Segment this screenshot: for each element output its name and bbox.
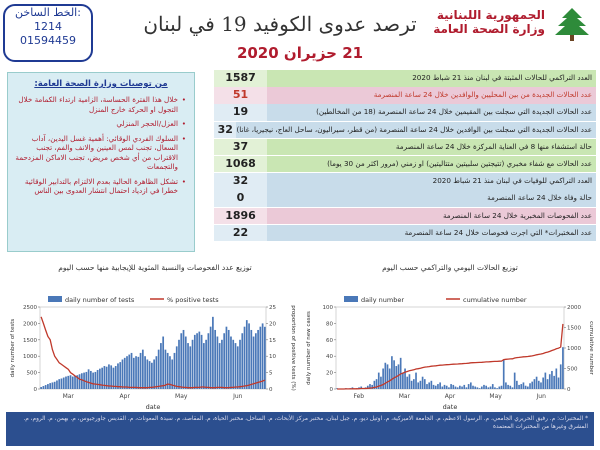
- y-tick-label: 80: [326, 321, 333, 328]
- bar: [488, 387, 490, 389]
- hotline-box: [3, 4, 93, 62]
- bar: [212, 317, 214, 389]
- stat-row: [214, 139, 596, 156]
- bar: [162, 337, 164, 389]
- stat-row: [214, 70, 596, 87]
- stat-row: [214, 190, 596, 207]
- bar: [496, 388, 498, 389]
- x-month-label: May: [489, 393, 502, 400]
- bar: [527, 387, 529, 389]
- bar: [117, 363, 119, 389]
- bar: [208, 333, 210, 389]
- y-right-tick-label: 20: [269, 321, 276, 328]
- stat-row: [214, 208, 596, 225]
- bar: [540, 382, 542, 389]
- advice-item: • السلوك الفردي الوقائي: أهمية غسل اليدين، آداب السعال، تجنب لمس العينين والانف والفم، تجنب الاقتراب من أي شخص مريض، تجنب الاماكن المزدحمة والتجمعات: [14, 134, 178, 172]
- stat-value: 51: [214, 87, 267, 104]
- y-right-axis-label: cumulative number: [588, 321, 594, 375]
- bar: [509, 386, 511, 389]
- bar: [144, 356, 146, 389]
- bar: [529, 383, 531, 389]
- bar: [183, 330, 185, 389]
- x-month-label: Jun: [233, 393, 243, 400]
- bar: [205, 340, 207, 389]
- bar: [503, 359, 505, 389]
- bar: [562, 347, 564, 389]
- bar: [437, 384, 439, 389]
- bar: [455, 387, 457, 389]
- bar: [248, 323, 250, 389]
- bar: [409, 374, 411, 389]
- bar: [428, 382, 430, 389]
- hotline-number-2[interactable]: 01594459: [20, 34, 76, 47]
- bar: [210, 327, 212, 389]
- bar: [439, 382, 441, 389]
- stat-row: [214, 104, 596, 121]
- bar: [424, 379, 426, 389]
- advice-item: • خلال هذا الفترة الحساسة، الزامية ارتداء الكمامة خلال التجول او الحركة خارج المنزل: [14, 95, 178, 114]
- bar: [472, 386, 474, 389]
- y-right-tick-label: 0: [567, 387, 571, 393]
- bar: [250, 330, 252, 389]
- y-tick-label: 20: [326, 370, 333, 377]
- hotline-number-1[interactable]: 1214: [34, 20, 62, 33]
- bar: [431, 381, 433, 389]
- plot-area: [40, 307, 266, 389]
- bar: [512, 387, 514, 389]
- bar: [126, 356, 128, 389]
- bar: [151, 363, 153, 389]
- stat-value: 32: [214, 122, 236, 139]
- bar: [441, 387, 443, 389]
- bar: [474, 387, 476, 389]
- bar: [133, 358, 135, 389]
- bar: [547, 379, 549, 389]
- bar: [393, 360, 395, 389]
- hotline-label: الخط الساخن:: [15, 6, 81, 19]
- bar: [382, 369, 384, 390]
- bar: [124, 358, 126, 389]
- bar: [237, 346, 239, 389]
- stat-value: 22: [214, 225, 267, 242]
- bar: [406, 377, 408, 389]
- bar: [553, 376, 555, 389]
- bar: [194, 335, 196, 389]
- bar: [534, 379, 536, 389]
- bar: [137, 357, 139, 389]
- bar: [90, 371, 92, 389]
- bar: [450, 384, 452, 389]
- bar: [88, 369, 90, 389]
- bar: [523, 382, 525, 389]
- bar: [387, 364, 389, 389]
- y-axis-label: daily number of tests: [10, 318, 16, 378]
- bar: [67, 376, 69, 389]
- bar: [257, 330, 259, 389]
- y-right-tick-label: 1000: [567, 346, 581, 352]
- bar: [187, 343, 189, 389]
- bar: [47, 384, 49, 389]
- bar: [189, 346, 191, 389]
- x-month-label: Mar: [62, 393, 74, 400]
- bar: [158, 350, 160, 389]
- advice-item: • العزل/الحجر المنزلي: [14, 119, 178, 129]
- stat-row: [214, 173, 596, 190]
- bar: [420, 381, 422, 389]
- y-right-axis-label: proportion of positive tests (%): [290, 305, 296, 391]
- bar: [52, 382, 54, 389]
- bar: [380, 377, 382, 389]
- bar: [196, 333, 198, 389]
- bar: [56, 380, 58, 389]
- bar: [461, 387, 463, 389]
- tests-chart-title: توزيع عدد الفحوصات والنسبة المئوية للإيجابية منها حسب اليوم: [58, 263, 252, 272]
- bar: [444, 385, 446, 389]
- bar: [426, 384, 428, 389]
- stat-label: العدد التراكمي للحالات المثبتة في لبنان منذ 21 شباط 2020: [267, 70, 596, 87]
- bar: [514, 373, 516, 389]
- bar: [516, 381, 518, 389]
- bar: [555, 369, 557, 390]
- bar: [235, 343, 237, 389]
- stat-row: [214, 225, 596, 242]
- bar: [492, 384, 494, 389]
- bar: [79, 374, 81, 389]
- bar: [221, 340, 223, 389]
- bar: [479, 388, 481, 389]
- y-right-tick-label: 1500: [567, 325, 581, 332]
- bar: [384, 363, 386, 389]
- bar: [239, 340, 241, 389]
- y-right-tick-label: 15: [269, 337, 276, 344]
- bar: [232, 340, 234, 389]
- x-month-label: Apr: [444, 393, 456, 400]
- stat-label: عدد المختبرات* التي اجرت فحوصات خلال 24 ساعة المنصرمة: [267, 225, 596, 242]
- bar: [165, 350, 167, 389]
- bar: [156, 356, 158, 389]
- bar: [558, 378, 560, 389]
- stat-label: حالة استشفاء منها 8 في العناية المركزة خلال 24 ساعة المنصرمة: [267, 139, 596, 156]
- x-axis-label: date: [145, 403, 161, 411]
- stat-row: [214, 122, 596, 139]
- bar: [255, 333, 257, 389]
- y-right-tick-label: 10: [269, 354, 276, 361]
- report-date: 21 حزيران 2020: [236, 44, 364, 62]
- bar: [74, 376, 76, 389]
- bar: [494, 387, 496, 389]
- bar: [505, 382, 507, 389]
- stat-value: 32: [214, 173, 267, 190]
- x-month-label: Jun: [536, 393, 546, 400]
- plot-area: [336, 307, 564, 389]
- ministry-name: وزارة الصحة العامة: [433, 22, 545, 36]
- bar: [97, 370, 99, 389]
- stat-value: 1896: [214, 208, 267, 225]
- bar: [389, 369, 391, 390]
- bar: [140, 353, 142, 389]
- x-month-label: Feb: [353, 393, 365, 400]
- x-axis-label: date: [442, 403, 458, 411]
- bar: [483, 385, 485, 389]
- bar: [259, 327, 261, 389]
- bar: [178, 340, 180, 389]
- bar: [463, 385, 465, 389]
- y-tick-label: 2500: [23, 305, 37, 311]
- bar: [448, 387, 450, 389]
- bar: [92, 373, 94, 389]
- bar: [230, 337, 232, 389]
- y-tick-label: 100: [322, 305, 333, 311]
- stat-label: عدد الحالات الجديدة التي سجلت بين المقيمين خلال 24 ساعة المنصرمة (18 من المخالطين): [267, 104, 596, 121]
- bar: [95, 372, 97, 389]
- bar: [43, 386, 45, 389]
- bar: [542, 378, 544, 389]
- bar: [520, 384, 522, 389]
- bar: [551, 371, 553, 389]
- stat-row: [214, 87, 596, 104]
- bar: [223, 333, 225, 389]
- stat-label: العدد التراكمي للوفيات في لبنان منذ 21 شباط 2020: [267, 173, 596, 190]
- bar: [538, 381, 540, 389]
- stats-table: [214, 70, 596, 242]
- bar: [457, 387, 459, 389]
- legend-swatch-bars: [48, 296, 62, 302]
- bar: [452, 385, 454, 389]
- bar: [560, 364, 562, 389]
- bar: [536, 377, 538, 389]
- bar: [485, 386, 487, 389]
- republic-name: الجمهورية اللبنانية: [436, 8, 545, 22]
- bar: [446, 386, 448, 389]
- stat-value: 0: [214, 190, 267, 207]
- bar: [411, 381, 413, 389]
- bar: [203, 343, 205, 389]
- bar: [433, 385, 435, 389]
- advice-item: • تشكل الظاهرة الحالية بعدم الالتزام بالتدابير الوقائية خطرا في ازدياد احتمال انتشار العدوى بين الناس: [14, 177, 178, 196]
- bar: [122, 359, 124, 389]
- bar: [507, 385, 509, 389]
- bar: [153, 359, 155, 389]
- legend-label: daily number: [361, 296, 405, 304]
- bar: [180, 333, 182, 389]
- y-right-tick-label: 25: [269, 305, 276, 311]
- bar: [518, 385, 520, 389]
- bar: [422, 377, 424, 389]
- bar: [217, 337, 219, 389]
- bar: [549, 374, 551, 389]
- bar: [481, 387, 483, 389]
- bar: [115, 366, 117, 389]
- stat-label: عدد الحالات الجديدة التي سجلت بين الوافدين خلال 24 ساعة المنصرمة (من قطر، سيراليون، ساحل العاج، نيجيريا، غانا): [236, 122, 596, 139]
- stat-value: 19: [214, 104, 267, 121]
- ministry-logo-text: [433, 8, 545, 36]
- bar: [174, 353, 176, 389]
- bar: [65, 377, 67, 389]
- bar: [135, 356, 137, 389]
- bar: [459, 386, 461, 389]
- stat-label: حالة وفاة خلال 24 ساعة المنصرمة: [267, 190, 596, 207]
- bar: [58, 379, 60, 389]
- bar: [525, 386, 527, 389]
- bar: [498, 387, 500, 389]
- stat-row: [214, 156, 596, 173]
- bar: [81, 373, 83, 389]
- bar: [417, 382, 419, 389]
- bar: [490, 387, 492, 389]
- bar: [61, 379, 63, 389]
- stat-value: 1587: [214, 70, 267, 87]
- y-tick-label: 0: [329, 387, 333, 393]
- page-title: ترصد عدوى الكوفيد 19 في لبنان: [143, 12, 417, 36]
- y-right-tick-label: 2000: [567, 305, 581, 311]
- legend-swatch-bars: [344, 296, 358, 302]
- bar: [415, 373, 417, 389]
- y-tick-label: 1500: [23, 337, 37, 344]
- advice-heading: من توصيات وزارة الصحة العامة:: [34, 79, 168, 89]
- stat-label: عدد الحالات مع شفاء مخبري (تتيجتين سلبيتين متتاليتين) او زمني (مرور اكثر من 30 يوما): [267, 156, 596, 173]
- bar: [244, 327, 246, 389]
- legend-label: cumulative number: [463, 296, 527, 304]
- bar: [192, 340, 194, 389]
- stat-label: عدد الفحوصات المخبرية خلال 24 ساعة المنصرمة: [267, 208, 596, 225]
- bar: [72, 377, 74, 389]
- labs-footnote: * المختبرات: م. رفيق الحريري الجامعي، م. الرسول الاعظم، م. الجامعة الاميركية، م. اوتيل ديو، م. جبل لبنان، مختبر مركز الأبحاث، م. الساحل، مختبر الحياة، م. المقاصد، م. سيدة المعونات، م. القديس جاورجيوس، م. بهمن، م. الروم، م. المشرق وغيرها من المختبرات المعتمدة: [6, 412, 594, 446]
- bar: [501, 386, 503, 389]
- bar: [468, 384, 470, 389]
- legend-label: daily number of tests: [65, 296, 135, 304]
- bar: [253, 337, 255, 389]
- bar: [54, 382, 56, 389]
- bar: [40, 387, 42, 389]
- bar: [398, 364, 400, 389]
- y-tick-label: 0: [33, 387, 37, 393]
- bar: [160, 343, 162, 389]
- cases-chart: [302, 293, 594, 411]
- y-tick-label: 60: [326, 337, 333, 344]
- bar: [531, 382, 533, 389]
- bar: [198, 332, 200, 389]
- bar: [128, 355, 130, 389]
- y-tick-label: 1000: [23, 354, 37, 361]
- bar: [99, 369, 101, 389]
- bar: [131, 353, 133, 389]
- bar: [70, 375, 72, 389]
- cedar-logo-icon: [552, 6, 592, 42]
- bar: [49, 383, 51, 389]
- advice-list: [14, 95, 188, 196]
- y-tick-label: 40: [326, 354, 333, 361]
- bar: [262, 323, 264, 389]
- bar: [45, 385, 47, 389]
- bar: [85, 372, 87, 389]
- bar: [201, 335, 203, 389]
- bar: [63, 378, 65, 389]
- bar: [146, 359, 148, 389]
- bar: [545, 373, 547, 389]
- x-month-label: May: [175, 393, 188, 400]
- bar: [176, 346, 178, 389]
- bar: [470, 382, 472, 389]
- y-tick-label: 2000: [23, 321, 37, 328]
- legend-label: % positive tests: [167, 296, 219, 304]
- bar: [142, 350, 144, 389]
- bar: [214, 330, 216, 389]
- x-month-label: Mar: [398, 393, 411, 400]
- bar: [466, 387, 468, 389]
- advice-panel: [7, 72, 195, 252]
- bar: [246, 320, 248, 389]
- stat-label: عدد الحالات الجديدة من بين المحليين والوافدين خلال 24 ساعة المنصرمة: [267, 87, 596, 104]
- bar: [477, 387, 479, 389]
- bar: [413, 379, 415, 389]
- y-right-tick-label: 0: [269, 387, 273, 393]
- tests-chart: [6, 293, 296, 411]
- bar: [226, 327, 228, 389]
- y-tick-label: 500: [26, 370, 37, 377]
- stat-value: 1068: [214, 156, 267, 173]
- bar: [119, 362, 121, 389]
- stat-value: 37: [214, 139, 267, 156]
- y-right-tick-label: 5: [269, 370, 273, 377]
- bar: [228, 330, 230, 389]
- bar: [149, 361, 151, 389]
- y-right-tick-label: 500: [567, 366, 578, 373]
- bar: [219, 343, 221, 389]
- cases-chart-title: توزيع الحالات اليومي والتراكمي حسب اليوم: [382, 263, 518, 272]
- bar: [241, 333, 243, 389]
- y-axis-label: daily number of new cases: [306, 311, 312, 385]
- x-month-label: Apr: [119, 393, 130, 400]
- bar: [185, 337, 187, 389]
- bar: [402, 373, 404, 389]
- bar: [435, 386, 437, 389]
- bar: [391, 356, 393, 389]
